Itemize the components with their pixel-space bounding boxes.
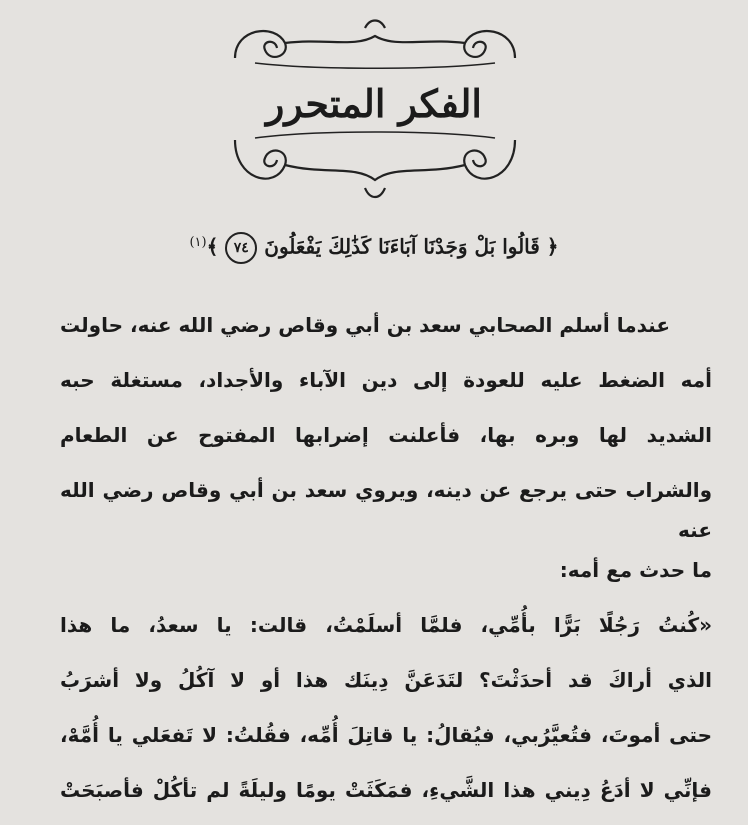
text-line: الشديد لها وبره بها، فأعلنت إضرابها المفتوح عن الطعام: [60, 423, 712, 447]
text-line: الذي أراكَ قد أحدَثْتَ؟ لتَدَعَنَّ دِينَك هذا أو لا آكُلُ ولا أشرَبُ: [60, 668, 712, 692]
footnote-marker: (١): [189, 235, 207, 250]
page-title: الفكر المتحرر: [266, 81, 482, 126]
ornament-top-icon: [215, 8, 535, 78]
text-line: ما حدث مع أمه:: [559, 558, 712, 582]
ayah-number: ٧٤: [225, 232, 257, 264]
text-line: والشراب حتى يرجع عن دينه، ويروي سعد بن أبي وقاص رضي الله عنه: [60, 478, 712, 542]
body-text: [60, 305, 712, 825]
text-line: «كُنتُ رَجُلًا بَرًّا بأُمِّي، فلمَّا أسلَمْتُ، قالت: يا سعدُ، ما هذا: [60, 613, 712, 637]
text-line: فإنِّي لا أدَعُ دِيني هذا الشَّيءِ، فمَكَثَتْ يومًا وليلَةً لم تأكُلْ فأصبَحَتْ: [60, 778, 712, 802]
quran-verse: [60, 225, 688, 265]
text-line: أمه الضغط عليه للعودة إلى دين الآباء والأجداد، مستغلة حبه: [60, 368, 712, 392]
verse-close: ﴾: [206, 234, 219, 259]
text-line: حتى أموتَ، فتُعيَّرُبي، فيُقالُ: يا قاتِلَ أُمِّه، فقُلتُ: لا تَفعَلي يا أُمَّهْ،: [60, 723, 712, 747]
ornament-bottom-icon: [215, 120, 535, 208]
verse-text: ﴿ قَالُوا بَلْ وَجَدْنَا آبَاءَنَا كَذَٰلِكَ يَفْعَلُونَ: [264, 234, 559, 259]
text-line: عندما أسلم الصحابي سعد بن أبي وقاص رضي الله عنه، حاولت: [60, 313, 670, 337]
